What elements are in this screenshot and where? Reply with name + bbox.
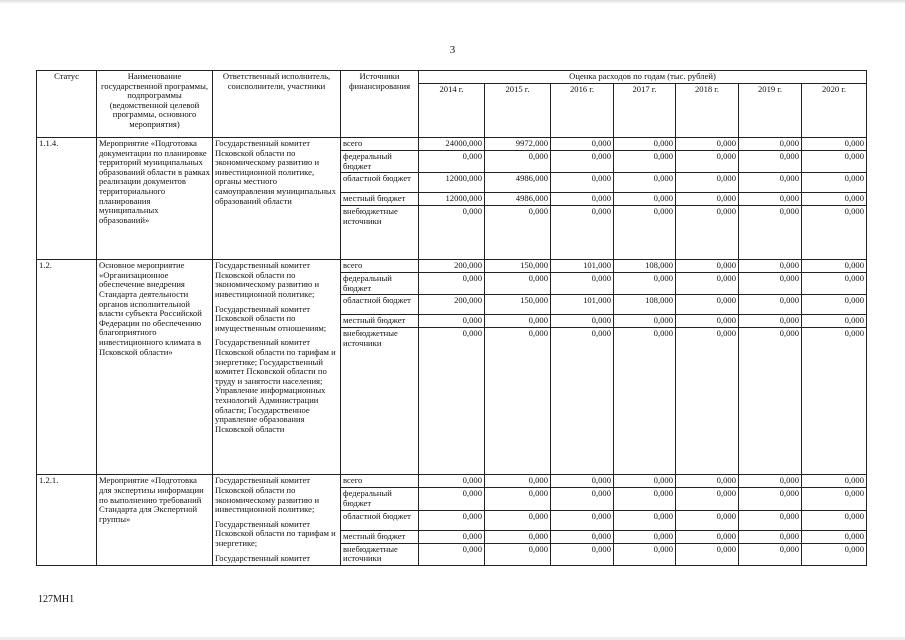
amount-cell: 0,000 [485,328,551,475]
amount-cell: 0,000 [614,510,676,530]
responsible-party: Государственный комитет Псковской области по экономическому развитию и инвестиционной политике; [215,475,320,515]
amount-cell: 0,000 [551,328,614,475]
amount-cell: 0,000 [802,206,867,260]
funding-source-cell: федеральный бюджет [341,488,419,510]
amount-cell: 0,000 [676,475,739,488]
amount-cell: 0,000 [802,530,867,543]
table-row [37,260,867,273]
responsible-cell [213,475,341,565]
funding-source-cell: областной бюджет [341,510,419,530]
amount-cell: 0,000 [802,543,867,565]
funding-source-cell: федеральный бюджет [341,151,419,173]
amount-cell: 0,000 [676,510,739,530]
amount-cell: 0,000 [676,193,739,206]
amount-cell: 0,000 [676,273,739,295]
amount-cell: 0,000 [614,543,676,565]
header-status: Статус [37,71,97,138]
responsible-cell [213,260,341,475]
amount-cell: 0,000 [419,151,485,173]
amount-cell: 101,000 [551,260,614,273]
amount-cell: 0,000 [739,193,802,206]
amount-cell: 0,000 [676,530,739,543]
amount-cell: 0,000 [802,193,867,206]
program-name-cell: Мероприятие «Подготовка для экспертизы информации по выполнению требований Стандарта для Экспертной группы» [97,475,213,565]
amount-cell: 0,000 [485,151,551,173]
amount-cell: 0,000 [739,328,802,475]
funding-source-cell: местный бюджет [341,530,419,543]
amount-cell: 0,000 [551,173,614,193]
amount-cell: 0,000 [419,530,485,543]
status-cell: 1.2.1. [37,475,97,565]
amount-cell: 0,000 [485,543,551,565]
amount-cell: 108,000 [614,260,676,273]
amount-cell: 0,000 [485,475,551,488]
amount-cell: 0,000 [485,273,551,295]
amount-cell: 0,000 [614,206,676,260]
amount-cell: 0,000 [676,151,739,173]
amount-cell: 0,000 [739,530,802,543]
amount-cell: 0,000 [485,510,551,530]
responsible-cell [213,138,341,260]
amount-cell: 0,000 [676,173,739,193]
amount-cell: 0,000 [739,295,802,315]
amount-cell: 150,000 [485,260,551,273]
amount-cell: 0,000 [614,488,676,510]
page-number: 3 [449,44,456,56]
amount-cell: 4986,000 [485,173,551,193]
funding-source-cell: внебюджетные источники [341,328,419,475]
amount-cell: 0,000 [485,315,551,328]
amount-cell: 0,000 [419,488,485,510]
header-row-1 [37,71,867,84]
amount-cell: 200,000 [419,295,485,315]
amount-cell: 0,000 [551,530,614,543]
table-row [37,475,867,488]
header-sources: Источники финансирования [341,71,419,138]
amount-cell: 0,000 [676,206,739,260]
funding-source-cell: всего [341,260,419,273]
amount-cell: 0,000 [419,315,485,328]
amount-cell: 0,000 [419,543,485,565]
status-cell: 1.1.4. [37,138,97,260]
funding-source-cell: областной бюджет [341,173,419,193]
header-estimate: Оценка расходов по годам (тыс. рублей) [419,71,867,84]
amount-cell: 0,000 [802,295,867,315]
funding-source-cell: федеральный бюджет [341,273,419,295]
program-name-cell: Мероприятие «Подготовка документации по планировке территорий муниципальных образований области в рамках реализации документов территориального планирования муниципальных образований» [97,138,213,260]
amount-cell: 0,000 [551,315,614,328]
amount-cell: 0,000 [551,151,614,173]
amount-cell: 0,000 [802,173,867,193]
header-year: 2015 г. [485,83,551,137]
amount-cell: 0,000 [419,206,485,260]
header-year: 2017 г. [614,83,676,137]
amount-cell: 0,000 [551,510,614,530]
header-responsible: Ответственный исполнитель, соисполнители, участники [213,71,341,138]
amount-cell: 0,000 [676,543,739,565]
amount-cell: 0,000 [676,260,739,273]
amount-cell: 12000,000 [419,173,485,193]
status-cell: 1.2. [37,260,97,475]
amount-cell: 4986,000 [485,193,551,206]
amount-cell: 0,000 [739,488,802,510]
amount-cell: 0,000 [419,328,485,475]
amount-cell: 24000,000 [419,138,485,151]
amount-cell: 0,000 [551,206,614,260]
amount-cell: 0,000 [614,138,676,151]
amount-cell: 108,000 [614,295,676,315]
header-year: 2016 г. [551,83,614,137]
amount-cell: 150,000 [485,295,551,315]
amount-cell: 0,000 [551,193,614,206]
header-year: 2018 г. [676,83,739,137]
program-name-cell: Основное мероприятие «Организационное обеспечение внедрения Стандарта деятельности органов исполнительной власти субъекта Российской Федерации по обеспечению благоприятного инвестиционного климата в Псковской области» [97,260,213,475]
amount-cell: 0,000 [614,173,676,193]
amount-cell: 0,000 [551,273,614,295]
amount-cell: 0,000 [485,206,551,260]
amount-cell: 0,000 [739,206,802,260]
amount-cell: 0,000 [614,475,676,488]
responsible-party: Государственный комитет Псковской области по тарифам и энергетике; Государственный комитет Псковской области по труду и занятости населения; Управление информационных технологий Администрации области; Государственное управление образования Псковской области [215,337,336,434]
amount-cell: 0,000 [739,151,802,173]
amount-cell: 0,000 [802,138,867,151]
amount-cell: 9972,000 [485,138,551,151]
footer-code: 127МН1 [38,594,75,605]
amount-cell: 0,000 [614,273,676,295]
amount-cell: 0,000 [614,315,676,328]
amount-cell: 0,000 [739,475,802,488]
funding-source-cell: областной бюджет [341,295,419,315]
amount-cell: 0,000 [739,510,802,530]
amount-cell: 0,000 [676,138,739,151]
funding-source-cell: местный бюджет [341,315,419,328]
amount-cell: 0,000 [614,530,676,543]
header-year: 2020 г. [802,83,867,137]
amount-cell: 0,000 [802,260,867,273]
responsible-party: Государственный комитет Псковской области по тарифам и энергетике; [215,518,336,548]
amount-cell: 0,000 [739,273,802,295]
scan-edge-top [0,0,905,4]
amount-cell: 0,000 [676,488,739,510]
expenditure-table [36,70,867,566]
funding-source-cell: внебюджетные источники [341,206,419,260]
amount-cell: 0,000 [802,315,867,328]
amount-cell: 0,000 [802,510,867,530]
amount-cell: 0,000 [485,488,551,510]
amount-cell: 0,000 [551,475,614,488]
funding-source-cell: всего [341,138,419,151]
amount-cell: 0,000 [802,328,867,475]
amount-cell: 0,000 [419,510,485,530]
amount-cell: 0,000 [614,328,676,475]
amount-cell: 0,000 [739,260,802,273]
amount-cell: 0,000 [802,488,867,510]
responsible-party: Государственный комитет Псковской области по экономическому развитию и инвестиционной политике; [215,260,320,299]
amount-cell: 200,000 [419,260,485,273]
table-row [37,138,867,151]
amount-cell: 0,000 [419,475,485,488]
responsible-party: Государственный комитет [215,552,311,563]
amount-cell: 0,000 [739,543,802,565]
amount-cell: 0,000 [551,138,614,151]
funding-source-cell: всего [341,475,419,488]
amount-cell: 0,000 [802,151,867,173]
funding-source-cell: внебюджетные источники [341,543,419,565]
responsible-party: Государственный комитет Псковской области по экономическому развитию и инвестиционной политике, органы местного самоуправления муниципальных образований области [215,138,336,206]
amount-cell: 12000,000 [419,193,485,206]
amount-cell: 0,000 [802,273,867,295]
funding-source-cell: местный бюджет [341,193,419,206]
amount-cell: 0,000 [676,328,739,475]
amount-cell: 0,000 [551,488,614,510]
amount-cell: 0,000 [614,151,676,173]
amount-cell: 101,000 [551,295,614,315]
amount-cell: 0,000 [676,315,739,328]
amount-cell: 0,000 [676,295,739,315]
responsible-party: Государственный комитет Псковской области по имущественным отношениям; [215,303,327,333]
header-year: 2014 г. [419,83,485,137]
amount-cell: 0,000 [419,273,485,295]
amount-cell: 0,000 [551,543,614,565]
amount-cell: 0,000 [614,193,676,206]
amount-cell: 0,000 [802,475,867,488]
header-year: 2019 г. [739,83,802,137]
amount-cell: 0,000 [739,138,802,151]
amount-cell: 0,000 [485,530,551,543]
header-name: Наименование государственной программы, подпрограммы (ведомственной целевой программы, основного мероприятия) [97,71,213,138]
amount-cell: 0,000 [739,173,802,193]
amount-cell: 0,000 [739,315,802,328]
